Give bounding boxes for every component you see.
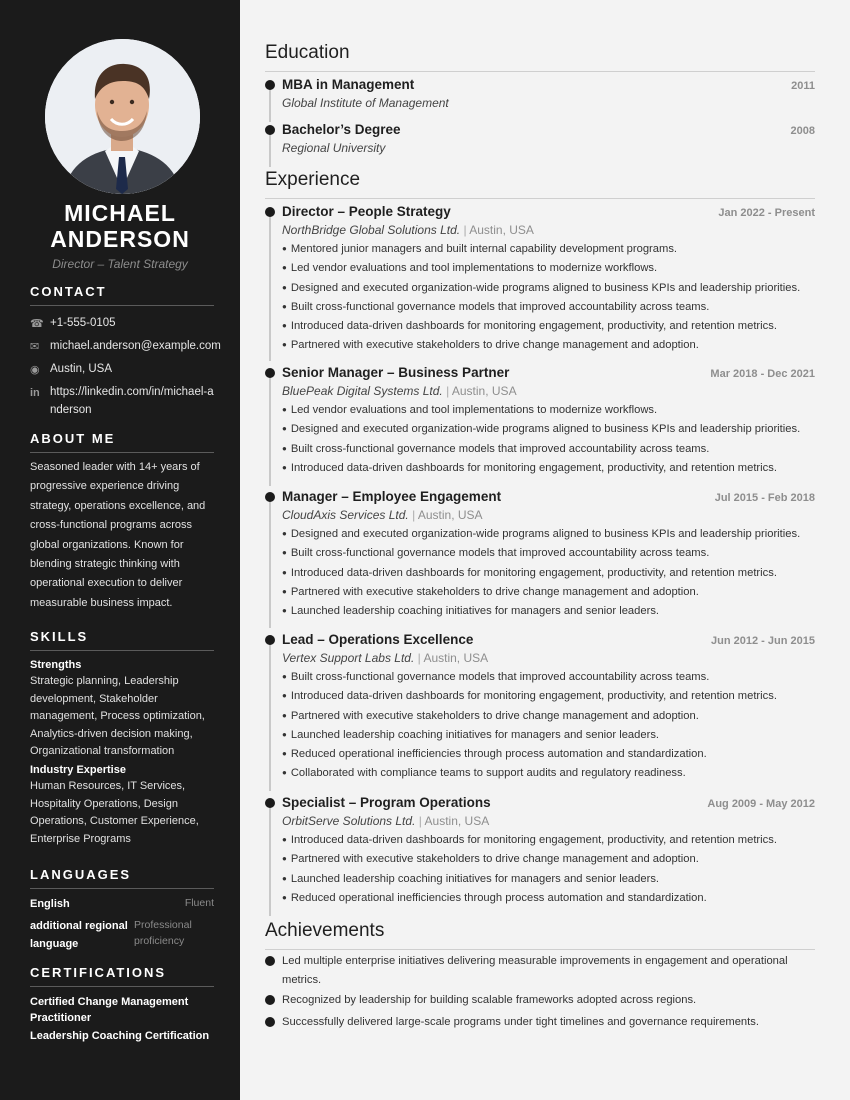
timeline-rail — [269, 641, 271, 791]
job-title: Director – Talent Strategy — [52, 257, 188, 271]
about-section — [30, 431, 214, 613]
achievement-text: Successfully delivered large-scale programs under tight timelines and governance requirements. — [282, 1016, 759, 1028]
language-name: English — [30, 898, 70, 910]
timeline-dot — [265, 80, 275, 90]
experience-role: Director – People Strategy — [282, 204, 451, 219]
education-degree: MBA in Management — [282, 77, 415, 92]
achievement-item — [265, 952, 815, 990]
experience-company: Vertex Support Labs Ltd. — [282, 651, 415, 665]
bullet-item: ● Partnered with executive stakeholders to drive change management and adoption. — [282, 707, 815, 726]
email-icon: ✉ — [30, 341, 40, 353]
languages-heading: LANGUAGES — [30, 867, 214, 889]
contact-phone[interactable] — [30, 314, 214, 333]
achievement-item — [265, 991, 815, 1010]
languages-section — [30, 867, 214, 953]
experience-role: Lead – Operations Excellence — [282, 632, 474, 647]
timeline-rail — [269, 498, 271, 628]
experience-dates: Jul 2015 - Feb 2018 — [714, 492, 815, 504]
experience-company-line: OrbitServe Solutions Ltd. | Austin, USA — [282, 814, 490, 828]
experience-dates: Jun 2012 - Jun 2015 — [711, 635, 815, 647]
experience-bullets — [265, 525, 815, 621]
contact-phone-text: +1-555-0105 — [50, 317, 116, 329]
bullet-item: ● Partnered with executive stakeholders to drive change management and adoption. — [282, 336, 815, 355]
bullet-item: ● Partnered with executive stakeholders to drive change management and adoption. — [282, 583, 815, 602]
bullet-item: ● Built cross-functional governance models that improved accountability across teams. — [282, 440, 815, 459]
experience-item — [265, 203, 815, 356]
timeline-dot — [265, 492, 275, 502]
achievement-text: Led multiple enterprise initiatives delivering measurable improvements in engagement and operational metrics. — [282, 955, 788, 986]
skill-group-text: Human Resources, IT Services, Hospitality Operations, Design Operations, Customer Experience, Enterprise Programs — [30, 779, 199, 845]
about-text: Seasoned leader with 14+ years of progressive experience driving strategy, operations excellence, and cross-functional programs across global organizations. Known for blending strategic thinking with operational execution to deliver measurable business impact. — [30, 461, 206, 609]
timeline-dot — [265, 207, 275, 217]
experience-company: BluePeak Digital Systems Ltd. — [282, 384, 443, 398]
experience-item — [265, 488, 815, 621]
experience-location: Austin, USA — [451, 384, 517, 398]
timeline-dot — [265, 798, 275, 808]
education-item — [265, 76, 815, 113]
experience-company-line: NorthBridge Global Solutions Ltd. | Austin, USA — [282, 223, 534, 237]
timeline-rail — [269, 131, 271, 167]
achievements-heading: Achievements — [265, 920, 815, 950]
location-pin-icon: ◉ — [30, 364, 40, 376]
skills-heading: SKILLS — [30, 629, 214, 651]
experience-bullets — [265, 401, 815, 478]
skills-section — [30, 629, 214, 848]
contact-section — [30, 284, 221, 419]
experience-role: Senior Manager – Business Partner — [282, 365, 510, 380]
language-item — [30, 895, 214, 913]
full-name — [0, 200, 240, 252]
experience-bullets — [265, 240, 815, 356]
certifications-section — [30, 965, 214, 1044]
education-school: Global Institute of Management — [282, 96, 449, 110]
experience-location: Austin, USA — [469, 223, 534, 237]
timeline-rail — [269, 213, 271, 361]
bullet-item: ● Designed and executed organization-wide programs aligned to business KPIs and leadership priorities. — [282, 525, 815, 544]
experience-dates: Mar 2018 - Dec 2021 — [710, 368, 815, 380]
experience-dates: Jan 2022 - Present — [718, 207, 815, 219]
timeline-dot — [265, 635, 275, 645]
contact-email[interactable] — [30, 337, 221, 356]
timeline-dot — [265, 995, 275, 1005]
timeline-rail — [269, 374, 271, 486]
language-item — [30, 917, 214, 953]
about-heading: ABOUT ME — [30, 431, 214, 453]
bullet-item: ● Mentored junior managers and built internal capability development programs. — [282, 240, 815, 259]
skill-group-text: Strategic planning, Leadership development, Stakeholder management, Process optimization, Analytics-driven decision making, Organizational transformation — [30, 675, 205, 758]
bullet-item: ● Reduced operational inefficiencies through process automation and standardization. — [282, 889, 815, 908]
first-name: MICHAEL — [64, 200, 176, 226]
experience-item — [265, 794, 815, 908]
experience-location: Austin, USA — [424, 814, 490, 828]
language-name: additional regional language — [30, 920, 128, 950]
timeline-dot — [265, 368, 275, 378]
bullet-item: ● Introduced data-driven dashboards for monitoring engagement, productivity, and retention metrics. — [282, 317, 815, 336]
contact-email-text: michael.anderson@example.com — [50, 340, 221, 352]
experience-role: Specialist – Program Operations — [282, 795, 491, 810]
certification-item: Certified Change Management Practitioner — [30, 996, 189, 1024]
certification-item: Leadership Coaching Certification — [30, 1030, 210, 1042]
experience-heading: Experience — [265, 169, 815, 199]
bullet-item: ● Reduced operational inefficiencies through process automation and standardization. — [282, 745, 815, 764]
certifications-heading: CERTIFICATIONS — [30, 965, 214, 987]
experience-location: Austin, USA — [423, 651, 489, 665]
timeline-rail — [269, 804, 271, 916]
experience-company-line: Vertex Support Labs Ltd. | Austin, USA — [282, 651, 489, 665]
contact-location-text: Austin, USA — [50, 363, 112, 375]
bullet-item: ● Led vendor evaluations and tool implementations to modernize workflows. — [282, 401, 815, 420]
achievement-text: Recognized by leadership for building scalable frameworks adopted across regions. — [282, 994, 697, 1006]
bullet-item: ● Introduced data-driven dashboards for monitoring engagement, productivity, and retention metrics. — [282, 459, 815, 478]
experience-bullets — [265, 668, 815, 784]
education-school: Regional University — [282, 141, 386, 155]
education-degree: Bachelor’s Degree — [282, 122, 401, 137]
timeline-rail — [269, 86, 271, 122]
experience-role: Manager – Employee Engagement — [282, 489, 502, 504]
experience-dates: Aug 2009 - May 2012 — [707, 798, 815, 810]
contact-linkedin-text: https://linkedin.com/in/michael-anderson — [50, 386, 214, 416]
bullet-item: ● Launched leadership coaching initiatives for managers and senior leaders. — [282, 870, 815, 889]
experience-company: NorthBridge Global Solutions Ltd. — [282, 223, 461, 237]
language-level: Professional proficiency — [134, 919, 192, 947]
bullet-item: ● Led vendor evaluations and tool implementations to modernize workflows. — [282, 259, 815, 278]
experience-company-line: CloudAxis Services Ltd. | Austin, USA — [282, 508, 483, 522]
contact-linkedin[interactable] — [30, 383, 214, 419]
bullet-item: ● Launched leadership coaching initiatives for managers and senior leaders. — [282, 726, 815, 745]
education-item — [265, 121, 815, 158]
experience-bullets — [265, 831, 815, 908]
bullet-item: ● Launched leadership coaching initiatives for managers and senior leaders. — [282, 602, 815, 621]
experience-company: CloudAxis Services Ltd. — [282, 508, 409, 522]
experience-item — [265, 364, 815, 478]
bullet-item: ● Introduced data-driven dashboards for monitoring engagement, productivity, and retention metrics. — [282, 564, 815, 583]
profile-photo — [45, 39, 200, 194]
contact-location — [30, 360, 214, 379]
language-level: Fluent — [184, 897, 214, 909]
profile-photo-illustration — [45, 39, 200, 194]
bullet-item: ● Built cross-functional governance models that improved accountability across teams. — [282, 544, 815, 563]
achievement-item — [265, 1013, 815, 1032]
bullet-item: ● Introduced data-driven dashboards for monitoring engagement, productivity, and retention metrics. — [282, 831, 815, 850]
bullet-item: ● Partnered with executive stakeholders to drive change management and adoption. — [282, 850, 815, 869]
experience-company-line: BluePeak Digital Systems Ltd. | Austin, USA — [282, 384, 517, 398]
experience-item — [265, 631, 815, 784]
timeline-dot — [265, 1017, 275, 1027]
timeline-dot — [265, 125, 275, 135]
experience-company: OrbitServe Solutions Ltd. — [282, 814, 416, 828]
bullet-item: ● Designed and executed organization-wide programs aligned to business KPIs and leadership priorities. — [282, 279, 815, 298]
contact-heading: CONTACT — [30, 284, 214, 306]
experience-location: Austin, USA — [417, 508, 483, 522]
skill-group-title: Industry Expertise — [30, 763, 126, 776]
timeline-dot — [265, 956, 275, 966]
linkedin-icon: in — [30, 387, 40, 399]
education-year: 2008 — [790, 125, 815, 137]
bullet-item: ● Built cross-functional governance models that improved accountability across teams. — [282, 668, 815, 687]
education-heading: Education — [265, 42, 815, 72]
phone-icon: ☎ — [30, 318, 44, 330]
skill-group-title: Strengths — [30, 659, 82, 671]
last-name: ANDERSON — [50, 226, 190, 252]
bullet-item: ● Designed and executed organization-wide programs aligned to business KPIs and leadership priorities. — [282, 420, 815, 439]
sidebar — [0, 0, 240, 1100]
bullet-item: ● Introduced data-driven dashboards for monitoring engagement, productivity, and retention metrics. — [282, 687, 815, 706]
bullet-item: ● Collaborated with compliance teams to support audits and regulatory readiness. — [282, 764, 815, 783]
education-year: 2011 — [791, 80, 815, 92]
bullet-item: ● Built cross-functional governance models that improved accountability across teams. — [282, 298, 815, 317]
